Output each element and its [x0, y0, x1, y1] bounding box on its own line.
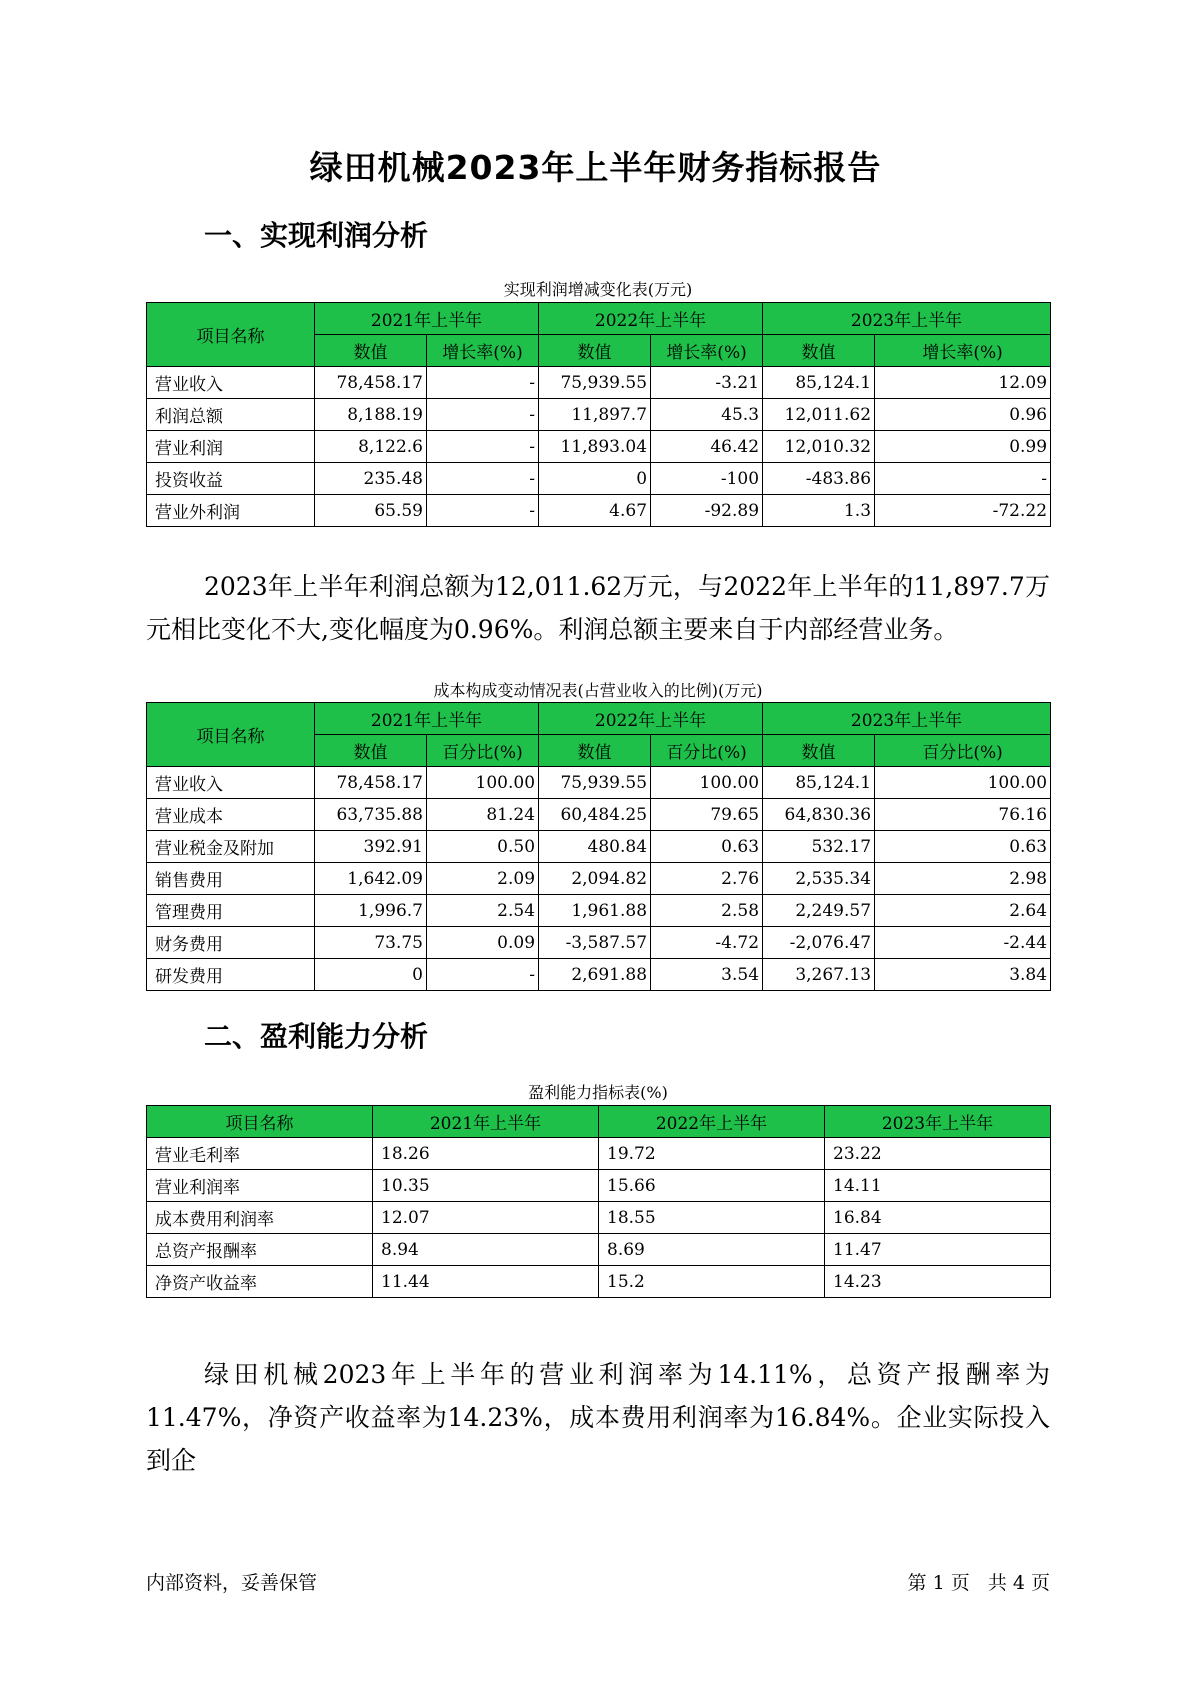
table-cell: 75,939.55	[539, 367, 651, 399]
header-value: 数值	[763, 335, 875, 367]
row-label: 利润总额	[147, 399, 315, 431]
row-label: 营业毛利率	[147, 1138, 373, 1170]
row-label: 成本费用利润率	[147, 1202, 373, 1234]
table-cell: 0.99	[875, 431, 1051, 463]
table-cell: 0.63	[875, 831, 1051, 863]
header-percent: 百分比(%)	[651, 735, 763, 767]
table-row	[147, 1170, 1051, 1202]
table-cell: 15.66	[599, 1170, 825, 1202]
table-row	[147, 831, 1051, 863]
table-cell: 0.96	[875, 399, 1051, 431]
row-label: 营业收入	[147, 367, 315, 399]
table-cell: 3.84	[875, 959, 1051, 991]
table-cell: 0	[539, 463, 651, 495]
header-growth: 增长率(%)	[427, 335, 539, 367]
table-cell: 2,094.82	[539, 863, 651, 895]
header-item-name: 项目名称	[147, 1106, 373, 1138]
row-label: 总资产报酬率	[147, 1234, 373, 1266]
table-row	[147, 863, 1051, 895]
table-cell: 73.75	[315, 927, 427, 959]
header-value: 数值	[763, 735, 875, 767]
cost-structure-table	[146, 702, 1051, 991]
table-row	[147, 767, 1051, 799]
table-cell: 11,897.7	[539, 399, 651, 431]
table-cell: 11.44	[373, 1266, 599, 1298]
table-row	[147, 1138, 1051, 1170]
table-row	[147, 1266, 1051, 1298]
table-cell: 11.47	[825, 1234, 1051, 1266]
table-cell: -3.21	[651, 367, 763, 399]
table-cell: 1,996.7	[315, 895, 427, 927]
table-cell: -100	[651, 463, 763, 495]
report-title: 绿田机械2023年上半年财务指标报告	[309, 148, 882, 187]
header-year: 2021年上半年	[315, 703, 539, 735]
row-label: 营业收入	[147, 767, 315, 799]
table-cell: 45.3	[651, 399, 763, 431]
table-cell: 75,939.55	[539, 767, 651, 799]
table-cell: -	[427, 399, 539, 431]
table-cell: 60,484.25	[539, 799, 651, 831]
section-heading-profit: 一、实现利润分析	[204, 219, 429, 252]
table-cell: 23.22	[825, 1138, 1051, 1170]
table-cell: 100.00	[427, 767, 539, 799]
table-cell: -	[875, 463, 1051, 495]
header-value: 数值	[539, 335, 651, 367]
header-year: 2022年上半年	[599, 1106, 825, 1138]
table-cell: 10.35	[373, 1170, 599, 1202]
table-cell: -	[427, 431, 539, 463]
header-item-name: 项目名称	[147, 303, 315, 367]
row-label: 营业利润率	[147, 1170, 373, 1202]
table2-caption: 成本构成变动情况表(占营业收入的比例)(万元)	[433, 681, 763, 700]
row-label: 营业利润	[147, 431, 315, 463]
table-cell: 2.54	[427, 895, 539, 927]
row-label: 营业成本	[147, 799, 315, 831]
row-label: 投资收益	[147, 463, 315, 495]
table-cell: 8,122.6	[315, 431, 427, 463]
table-cell: 76.16	[875, 799, 1051, 831]
header-value: 数值	[315, 735, 427, 767]
table-cell: 19.72	[599, 1138, 825, 1170]
footer-confidential: 内部资料，妥善保管	[146, 1572, 318, 1594]
row-label: 营业税金及附加	[147, 831, 315, 863]
table-row	[147, 463, 1051, 495]
table-row	[147, 399, 1051, 431]
table3-caption: 盈利能力指标表(%)	[528, 1083, 668, 1102]
table-cell: 12.07	[373, 1202, 599, 1234]
table-row	[147, 367, 1051, 399]
profit-analysis-paragraph: 2023年上半年利润总额为12,011.62万元，与2022年上半年的11,897.7万元相比变化不大,变化幅度为0.96%。利润总额主要来自于内部经营业务。	[146, 572, 1050, 644]
table-cell: -92.89	[651, 495, 763, 527]
table-cell: 235.48	[315, 463, 427, 495]
table-cell: 0.09	[427, 927, 539, 959]
profitability-table	[146, 1105, 1051, 1298]
table-cell: 100.00	[875, 767, 1051, 799]
table-cell: 532.17	[763, 831, 875, 863]
header-growth: 增长率(%)	[651, 335, 763, 367]
table-row	[147, 799, 1051, 831]
header-percent: 百分比(%)	[427, 735, 539, 767]
table-cell: 1,961.88	[539, 895, 651, 927]
row-label: 营业外利润	[147, 495, 315, 527]
header-year: 2022年上半年	[539, 303, 763, 335]
table-cell: 63,735.88	[315, 799, 427, 831]
table-row	[147, 1202, 1051, 1234]
table-cell: 2.98	[875, 863, 1051, 895]
footer-page-number: 第 1 页 共 4 页	[907, 1572, 1050, 1594]
header-year: 2023年上半年	[763, 303, 1051, 335]
row-label: 研发费用	[147, 959, 315, 991]
table-cell: 12.09	[875, 367, 1051, 399]
header-item-name: 项目名称	[147, 703, 315, 767]
table-cell: 2,535.34	[763, 863, 875, 895]
table-cell: -	[427, 959, 539, 991]
table-cell: 16.84	[825, 1202, 1051, 1234]
table-cell: -3,587.57	[539, 927, 651, 959]
profitability-paragraph: 绿田机械2023年上半年的营业利润率为14.11%，总资产报酬率为11.47%，净资产收益率为14.23%，成本费用利润率为16.84%。企业实际投入到企	[146, 1360, 1050, 1475]
table-row	[147, 895, 1051, 927]
table-cell: 12,010.32	[763, 431, 875, 463]
table-cell: 12,011.62	[763, 399, 875, 431]
table-cell: 2.76	[651, 863, 763, 895]
table-cell: 2.58	[651, 895, 763, 927]
table-cell: 78,458.17	[315, 367, 427, 399]
table-cell: 1.3	[763, 495, 875, 527]
table-cell: -483.86	[763, 463, 875, 495]
table-cell: 79.65	[651, 799, 763, 831]
row-label: 销售费用	[147, 863, 315, 895]
section-heading-profitability: 二、盈利能力分析	[204, 1020, 429, 1053]
table-cell: 2,249.57	[763, 895, 875, 927]
table-cell: 100.00	[651, 767, 763, 799]
header-year: 2023年上半年	[763, 703, 1051, 735]
header-percent: 百分比(%)	[875, 735, 1051, 767]
header-growth: 增长率(%)	[875, 335, 1051, 367]
table-cell: -	[427, 463, 539, 495]
row-label: 财务费用	[147, 927, 315, 959]
table-cell: 64,830.36	[763, 799, 875, 831]
table-cell: 4.67	[539, 495, 651, 527]
table-cell: 480.84	[539, 831, 651, 863]
table-cell: -	[427, 495, 539, 527]
row-label: 净资产收益率	[147, 1266, 373, 1298]
table-row	[147, 1234, 1051, 1266]
table-cell: -	[427, 367, 539, 399]
table-cell: 3,267.13	[763, 959, 875, 991]
row-label: 管理费用	[147, 895, 315, 927]
table-cell: 0.63	[651, 831, 763, 863]
table-cell: -2.44	[875, 927, 1051, 959]
table-row	[147, 959, 1051, 991]
header-value: 数值	[315, 335, 427, 367]
table-cell: 11,893.04	[539, 431, 651, 463]
header-value: 数值	[539, 735, 651, 767]
table-cell: 8.94	[373, 1234, 599, 1266]
table-row	[147, 495, 1051, 527]
table-cell: -2,076.47	[763, 927, 875, 959]
table-row	[147, 431, 1051, 463]
header-year: 2021年上半年	[315, 303, 539, 335]
table-cell: -4.72	[651, 927, 763, 959]
table-cell: 15.2	[599, 1266, 825, 1298]
table-cell: -72.22	[875, 495, 1051, 527]
table-cell: 85,124.1	[763, 767, 875, 799]
table-cell: 65.59	[315, 495, 427, 527]
table-cell: 2.64	[875, 895, 1051, 927]
table-cell: 3.54	[651, 959, 763, 991]
table-cell: 18.26	[373, 1138, 599, 1170]
table-cell: 14.11	[825, 1170, 1051, 1202]
table-cell: 2.09	[427, 863, 539, 895]
table-cell: 1,642.09	[315, 863, 427, 895]
table-cell: 0	[315, 959, 427, 991]
table-cell: 8,188.19	[315, 399, 427, 431]
table-cell: 14.23	[825, 1266, 1051, 1298]
table-cell: 85,124.1	[763, 367, 875, 399]
table-cell: 392.91	[315, 831, 427, 863]
table-cell: 8.69	[599, 1234, 825, 1266]
header-year: 2021年上半年	[373, 1106, 599, 1138]
table-cell: 46.42	[651, 431, 763, 463]
profit-change-table	[146, 302, 1051, 527]
table-cell: 0.50	[427, 831, 539, 863]
table-row	[147, 927, 1051, 959]
table-cell: 2,691.88	[539, 959, 651, 991]
header-year: 2022年上半年	[539, 703, 763, 735]
table-cell: 81.24	[427, 799, 539, 831]
table-cell: 78,458.17	[315, 767, 427, 799]
header-year: 2023年上半年	[825, 1106, 1051, 1138]
table1-caption: 实现利润增减变化表(万元)	[503, 280, 693, 299]
table-cell: 18.55	[599, 1202, 825, 1234]
